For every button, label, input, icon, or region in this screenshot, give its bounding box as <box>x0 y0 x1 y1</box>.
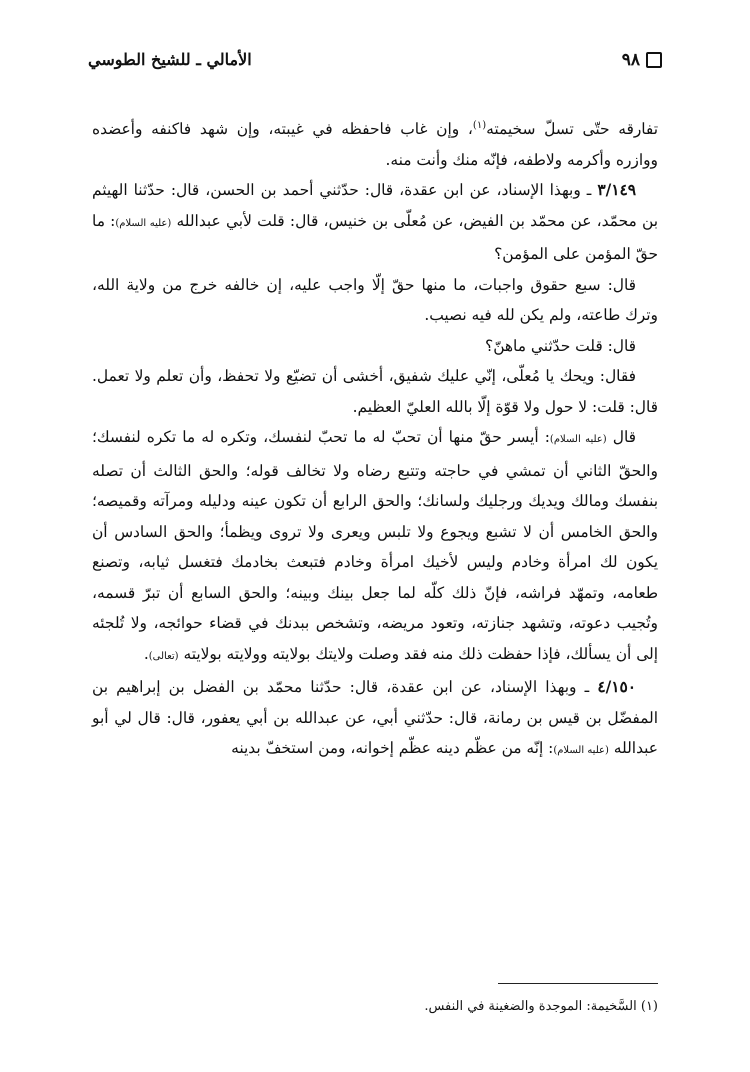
honorific: (عليه السلام) <box>553 745 609 756</box>
hadith-150-text-a: ـ وبهذا الإسناد، عن ابن عقدة، قال: حدّثنا محمّد بن الفضل بن إبراهيم بن المفضّل بن قيس بن رمانة، قال: حدّثني أبي، عن عبدالله بن أبي يعفور، قال: قال لي أبو عبدالله <box>92 678 658 757</box>
footnote-divider <box>498 983 658 984</box>
hadith-149-text-a: ـ وبهذا الإسناد، عن ابن عقدة، قال: حدّثني أحمد بن الحسن، قال: حدّثنا الهيثم بن محمّد، عن محمّد بن الفيض، عن مُعلّى بن خنيس، قال: قلت لأبي عبدالله <box>92 181 658 230</box>
paragraph-1 <box>92 114 658 175</box>
paragraph-6-text-a: قال <box>606 428 636 446</box>
hadith-150-text-b: : إنّه من عظّم دينه عظّم إخوانه، ومن استخفّ بدينه <box>231 739 554 757</box>
paragraph-4: قال: قلت حدّثني ماهنّ؟ <box>485 336 636 355</box>
paragraph-1-text-a: تفارقه حتّى تسلّ سخيمته <box>486 120 659 138</box>
honorific: (عليه السلام) <box>549 434 607 445</box>
honorific: (عليه السلام) <box>115 217 172 229</box>
main-text <box>92 114 658 767</box>
honorific-taala: (تعالى) <box>148 650 179 662</box>
hadith-149 <box>92 175 658 270</box>
hadith-150 <box>92 672 658 767</box>
page-number-text: ٩٨ <box>621 50 640 70</box>
hadith-149-text-b: : ما حقّ المؤمن على المؤمن؟ <box>92 211 658 263</box>
page-header <box>88 50 662 74</box>
paragraph-1-text-b: ، وإن غاب فاحفظه في غيبته، وإن شهد فاكنفه وأعضده ووازره وأكرمه ولاطفه، فإنّه منك وأنت منه. <box>92 120 658 169</box>
page-marker-square-icon <box>646 52 662 68</box>
paragraph-6-text-c: . <box>143 644 149 663</box>
hadith-number: ٤/١٥٠ <box>597 678 636 696</box>
paragraph-5: فقال: ويحك يا مُعلّى، إنّي عليك شفيق، أخشى أن تضيّع ولا تحفظ، وأن تعلم ولا تعمل. قال: قلت: لا حول ولا قوّة إلّا بالله العليّ العظيم. <box>92 367 658 416</box>
footnote-reference: (١) <box>472 119 487 131</box>
book-title: الأمالي ـ للشيخ الطوسي <box>88 50 252 69</box>
paragraph-3: قال: سبع حقوق واجبات، ما منها حقّ إلّا واجب عليه، إن خالفه خرج من ولاية الله، وترك طاعته، ولم يكن لله فيه نصيب. <box>92 275 658 324</box>
page-number <box>622 50 662 70</box>
paragraph-6-text-b: : أيسر حقّ منها أن تحبّ له ما تحبّ لنفسك، وتكره له ما تكره لنفسك؛ والحقّ الثاني أن تمشي في حاجته وتتبع رضاه ولا تخالف قوله؛ والحق الثالث أن تصله بنفسك ومالك ويديك ورجليك ولسانك؛ والحق الرابع أن تكون عينه ودليله ومرآته وقميصه؛ والحق الخامس أن لا تشبع ويجوع ولا تلبس ويعرى ولا تروى ويظمأ؛ والحق السادس أن يكون لك امرأة وخادم وليس لأخيك امرأة وخادم فتبعث بخادمك فتغسل ثيابه، وتصنع طعامه، وتمهّد فراشه، فإنّ ذلك كلّه لما جعل بينك وبينه؛ والحق السابع أن تبرّ قسمه، وتُجيب دعوته، وتشهد جنازته، وتعود مريضه، وتشخص ببدنك في قضاء حوائجه، ولا تُلجئه إلى أن يسألك، فإذا حفظت ذلك منه فقد وصلت ولايتك بولايته وولايته بولايته <box>92 428 658 663</box>
paragraph-6 <box>92 422 658 672</box>
hadith-number: ٣/١٤٩ <box>597 181 636 199</box>
footnote: (١) السَّخيمة: الموجدة والضغينة في النفس. <box>424 999 658 1014</box>
